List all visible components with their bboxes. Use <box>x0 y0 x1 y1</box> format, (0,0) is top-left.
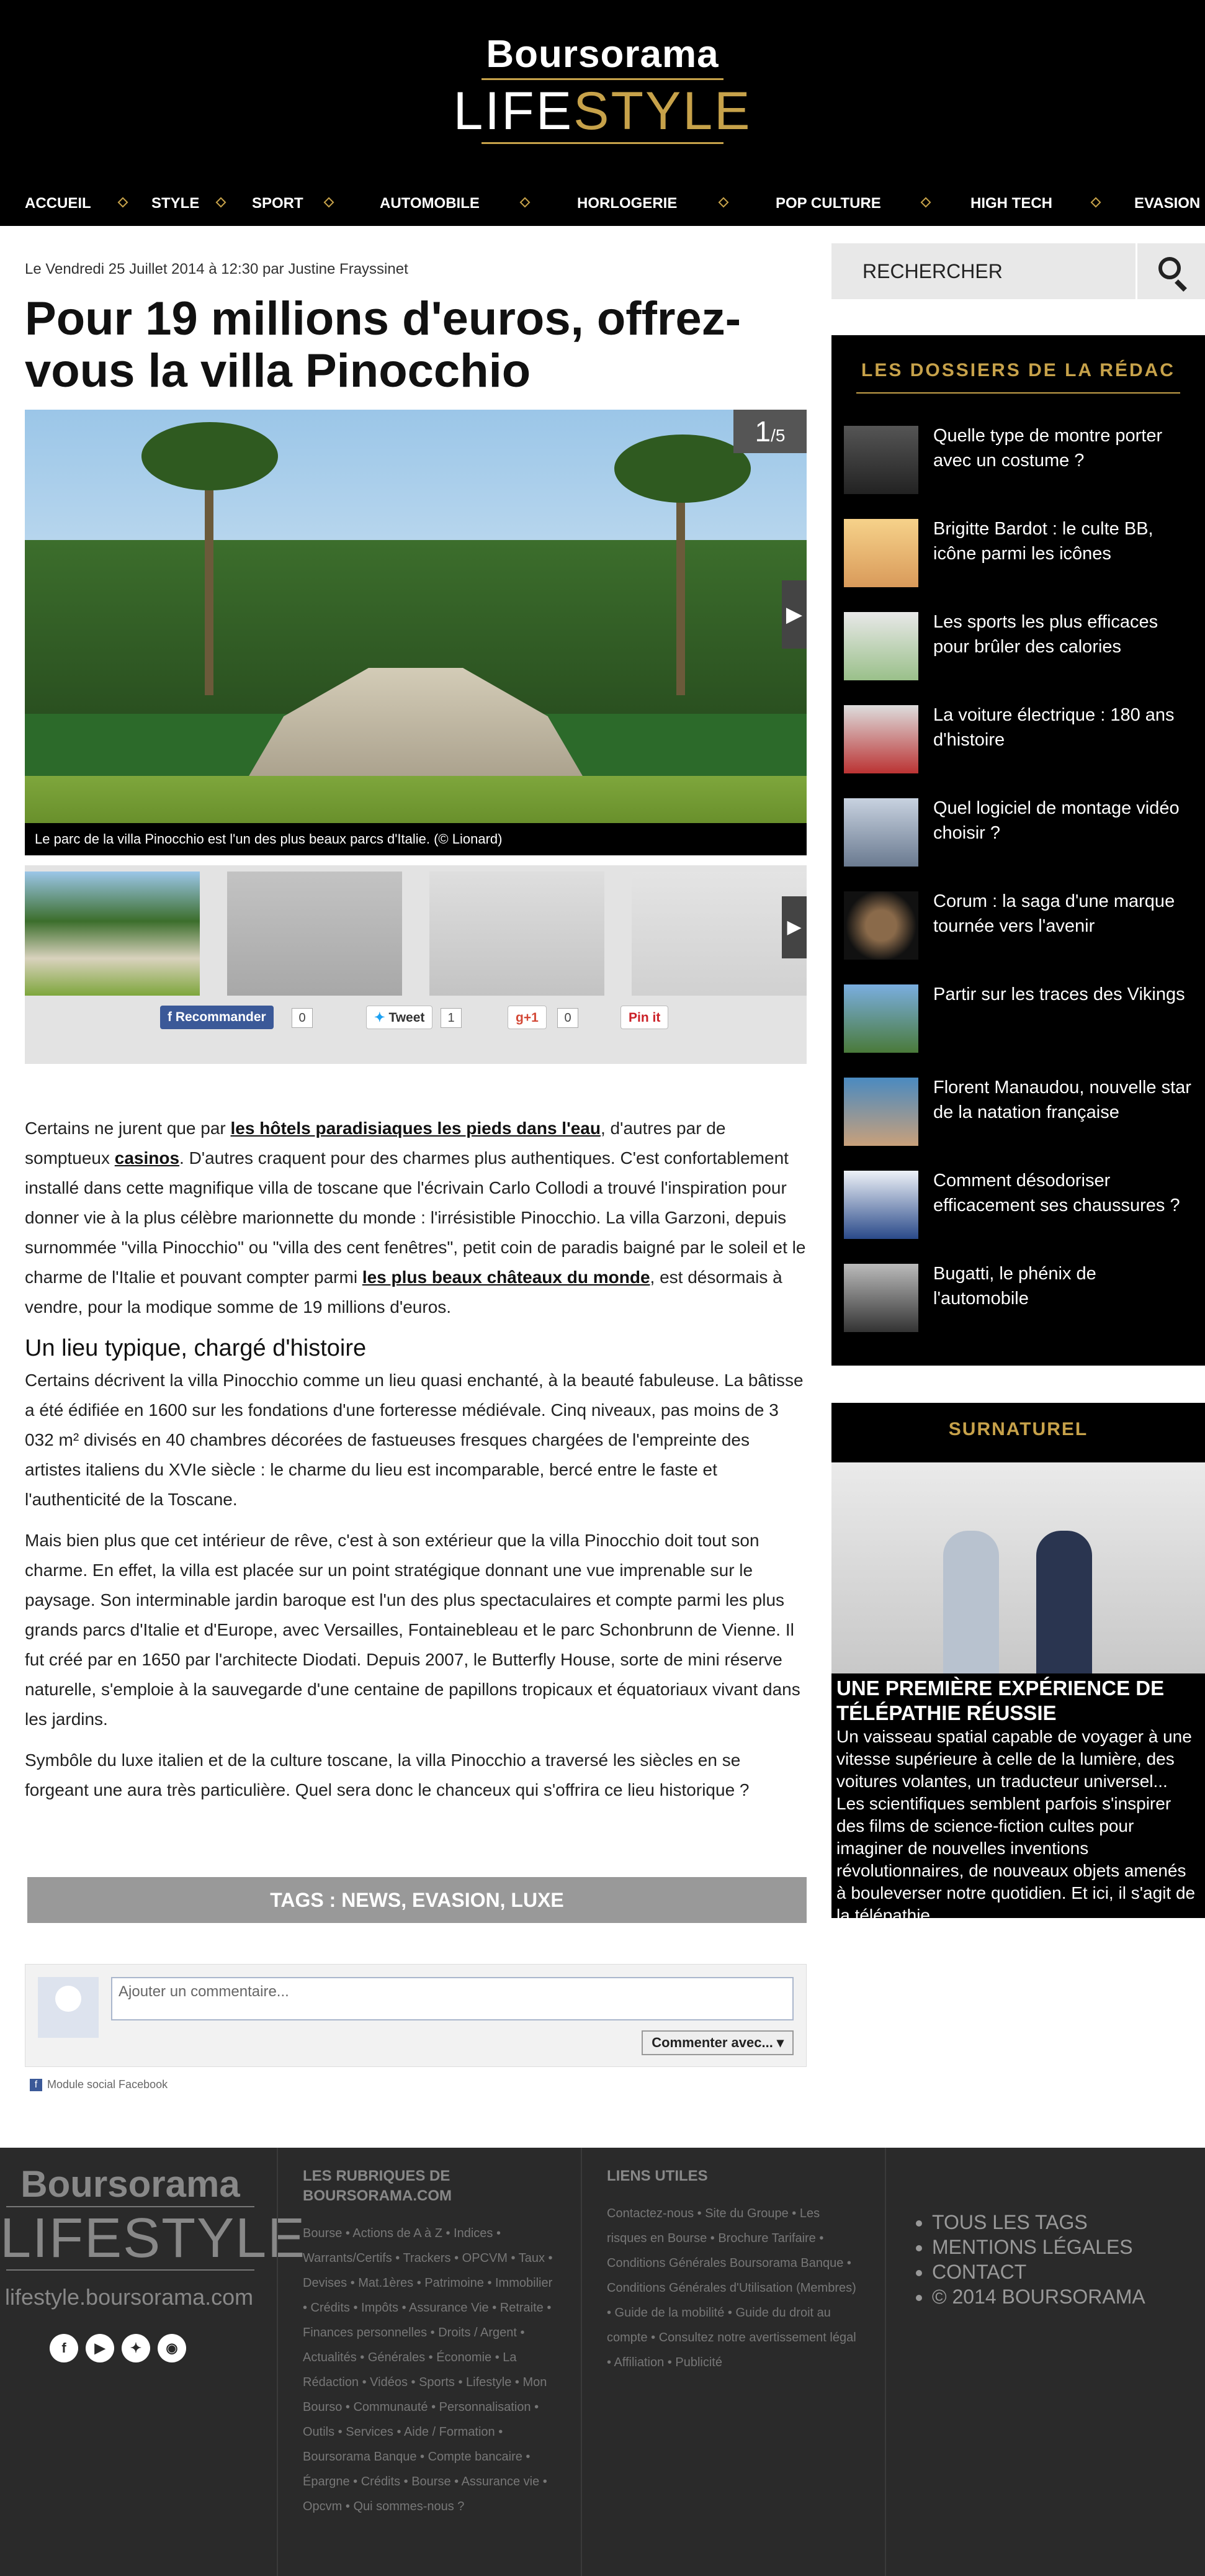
footer-logo[interactable] <box>0 2163 307 2271</box>
dossier-item[interactable] <box>844 1261 1198 1335</box>
dossier-item[interactable] <box>844 889 1198 962</box>
youtube-icon[interactable]: ▶ <box>86 2334 114 2362</box>
section-heading: Un lieu typique, chargé d'histoire <box>25 1335 367 1361</box>
article-body <box>25 1114 807 1816</box>
figure-man <box>1036 1531 1092 1673</box>
comment-box <box>25 1964 807 2067</box>
nav-item-high-tech[interactable]: HIGH TECH <box>970 195 1052 212</box>
footer-site-url[interactable]: lifestyle.boursorama.com <box>5 2284 254 2310</box>
paragraph: Mais bien plus que cet intérieur de rêve, c'est à son extérieur que la villa Pinocchio doit tout son charme. En effet, la villa est placée sur un point stratégique donnant une vue imprenable sur le paysage. Son interminable jardin baroque est l'un des plus spectaculaires et compte parmi les plus grands parcs d'Italie et d'Europe, avec Versailles, Fontainebleau et le parc Schonbrunn de Vienne. Il fut créé par en 1650 par l'architecte Diodati. Depuis 2007, le Butterfly House, sorte de mini réserve naturelle, s'emploie à la sauvegarde d'une centaine de papillons tropicaux et équatoriaux vivant dans les jardins. <box>25 1531 800 1729</box>
nav-separator <box>324 197 334 208</box>
text-run: , est désormais à vendre, pour la modique somme de 19 millions d'euros. <box>25 1268 782 1317</box>
dossier-thumbnail <box>844 705 918 773</box>
dossier-item[interactable] <box>844 516 1198 590</box>
slide-caption: Le parc de la villa Pinocchio est l'un des plus beaux parcs d'Italie. (© Lionard) <box>25 823 807 855</box>
tw-label: Tweet <box>388 1011 425 1025</box>
dossier-item[interactable] <box>844 703 1198 776</box>
text-run: . D'autres craquent pour des charmes plus authentiques. C'est confortablement installé dans cette magnifique villa de toscane que l'écrivain Carlo Collodi a trouvé l'inspiration pour donner vie à la plus célèbre marionnette du monde : l'irrésistible Pinocchio. La villa Garzoni, depuis surnommée "villa Pinocchio" ou "villa des cent fenêtres", petit coin de paradis baigné par le soleil et le charme de l'Italie et pouvant compter parmi <box>25 1148 806 1287</box>
surnaturel-description: Un vaisseau spatial capable de voyager à une vitesse supérieure à celle de la lumière, des voitures volantes, un traducteur universel... Les scientifiques semblent parfois s'inspirer des films de science-fiction cultes pour imaginer de nouvelles inventions révolutionnaires, de nouveaux objets amenés à bouleverser notre quotidien. Et ici, il s'agit de la télépathie. <box>836 1727 1196 1925</box>
site-logo[interactable] <box>0 31 1205 144</box>
thumbnail[interactable] <box>632 871 807 996</box>
slide-current: 1 <box>755 415 771 448</box>
fb-count: 0 <box>292 1008 313 1028</box>
logo-rule-bottom <box>482 142 723 144</box>
search-button[interactable] <box>1136 243 1205 299</box>
link-casinos[interactable]: casinos <box>114 1148 180 1168</box>
site-header <box>0 0 1205 226</box>
dossier-thumbnail <box>844 891 918 960</box>
dossier-label: Comment désodoriser efficacement ses chaussures ? <box>933 1171 1180 1215</box>
thumbnail-strip <box>25 865 807 1064</box>
dossier-thumbnail <box>844 1264 918 1332</box>
footer-logo-bottom: LIFESTYLE <box>0 2207 307 2269</box>
dossier-label: Corum : la saga d'une marque tournée vers l'avenir <box>933 891 1175 936</box>
twitter-icon: ✦ <box>374 1011 389 1025</box>
footer-liens-links[interactable]: Contactez-nous • Site du Groupe • Les risques en Bourse • Brochure Tarifaire • Conditions Générales Boursorama Banque • Conditions Générales d'Utilisation (Membres) • Guide de la mobilité • Guide du droit au compte • Consultez notre avertissement légal • Affiliation • Publicité <box>607 2207 856 2369</box>
photo-slider <box>25 410 807 855</box>
nav-separator <box>1091 197 1101 208</box>
palm-top <box>614 435 751 503</box>
dossier-item[interactable] <box>844 610 1198 683</box>
tweet-button[interactable] <box>366 1006 432 1029</box>
text-run: Certains ne jurent que par <box>25 1119 231 1138</box>
nav-item-style[interactable]: STYLE <box>151 195 200 212</box>
tw-count: 1 <box>441 1008 462 1028</box>
surnaturel-headline: UNE PREMIÈRE EXPÉRIENCE DE TÉLÉPATHIE RÉUSSIE <box>836 1677 1165 1724</box>
link-chateaux[interactable]: les plus beaux châteaux du monde <box>362 1268 650 1287</box>
nav-item-accueil[interactable]: ACCUEIL <box>25 195 91 212</box>
tags-bar[interactable]: TAGS : NEWS, EVASION, LUXE <box>27 1877 807 1923</box>
text-run: , d'autres par de somptueux <box>25 1119 726 1168</box>
footer-bottom-links <box>885 2148 1205 2576</box>
module-label: Module social Facebook <box>47 2078 168 2091</box>
slide-total: /5 <box>771 426 786 445</box>
nav-item-evasion[interactable]: EVASION <box>1134 195 1201 212</box>
facebook-module[interactable] <box>30 2078 168 2091</box>
comment-input[interactable]: Ajouter un commentaire... <box>111 1977 794 2020</box>
thumbnail[interactable] <box>227 871 402 996</box>
dossier-item[interactable] <box>844 1168 1198 1241</box>
logo-style: STYLE <box>573 81 752 141</box>
nav-separator <box>520 197 531 208</box>
paragraph: Certains décrivent la villa Pinocchio comme un lieu quasi enchanté, à la beauté fabuleuse. La bâtisse a été édifiée en 1600 sur les fondations d'une forteresse médiévale. Cinq niveaux, pas moins de 3 032 m² divisés en 40 chambres décorées de fastueuses fresques chargées de l'empreinte des artistes italiens du XVIe siècle : le charme du lieu est incomparable, bercé entre le faste et l'authenticité de la Toscane. <box>25 1371 804 1509</box>
article-byline: Le Vendredi 25 Juillet 2014 à 12:30 par Justine Frayssinet <box>25 261 408 277</box>
logo-bottom-text <box>0 80 1205 142</box>
nav-item-automobile[interactable]: AUTOMOBILE <box>380 195 480 212</box>
thumbnail-next-button[interactable]: ▶ <box>782 896 807 958</box>
paragraph: Symbôle du luxe italien et de la culture toscane, la villa Pinocchio a traversé les siècles en se forgeant une aura très particulière. Quel sera donc le chanceux qui s'offrira ce lieu historique ? <box>25 1750 750 1799</box>
logo-top-text: Boursorama <box>486 33 719 76</box>
slide-next-button[interactable]: ▶ <box>782 580 807 649</box>
facebook-icon: f <box>168 1010 176 1024</box>
search-box <box>831 243 1205 299</box>
footer-logo-top: Boursorama <box>20 2163 240 2205</box>
dossier-thumbnail <box>844 426 918 494</box>
palm-top <box>141 422 278 490</box>
dossier-thumbnail <box>844 612 918 680</box>
footer-link-contact[interactable]: • CONTACT <box>932 2259 1180 2284</box>
dossier-label: Quel logiciel de montage vidéo choisir ? <box>933 798 1180 843</box>
paragraph <box>25 1114 807 1322</box>
figure-woman <box>943 1531 999 1673</box>
chevron-down-icon: ▾ <box>776 2035 784 2050</box>
dossier-label: La voiture électrique : 180 ans d'histoire <box>933 705 1175 750</box>
footer-logo-rule <box>6 2269 254 2271</box>
surnaturel-title: SURNATUREL <box>948 1419 1088 1439</box>
search-input[interactable]: RECHERCHER <box>862 260 1003 282</box>
nav-separator <box>118 197 128 208</box>
dossier-thumbnail <box>844 984 918 1053</box>
main-nav <box>0 186 1205 223</box>
article-title: Pour 19 millions d'euros, offrez-vous la villa Pinocchio <box>25 292 741 397</box>
link-hotels[interactable]: les hôtels paradisiaques les pieds dans l'eau <box>230 1119 601 1138</box>
dossiers-panel <box>831 335 1205 1366</box>
dossier-thumbnail <box>844 798 918 867</box>
surnaturel-panel[interactable] <box>831 1403 1205 1925</box>
twitter-icon[interactable]: ✦ <box>122 2334 150 2362</box>
facebook-recommend-button[interactable] <box>160 1006 274 1029</box>
slide-counter <box>733 410 807 453</box>
comment-with-button[interactable] <box>642 2030 794 2055</box>
dossier-label: Florent Manaudou, nouvelle star de la natation française <box>933 1078 1191 1122</box>
dossier-label: Brigitte Bardot : le culte BB, icône parmi les icônes <box>933 519 1153 564</box>
footer-copyright: • © 2014 BOURSORAMA <box>932 2284 1180 2309</box>
footer-rubriques-title: LES RUBRIQUES DE BOURSORAMA.COM <box>303 2168 452 2204</box>
nav-item-sport[interactable]: SPORT <box>252 195 303 212</box>
rss-icon[interactable]: ◉ <box>158 2334 186 2362</box>
dossier-item[interactable] <box>844 796 1198 869</box>
thumbnail[interactable] <box>429 871 604 996</box>
comment-button-label: Commenter avec... <box>652 2035 773 2050</box>
google-plus-button[interactable]: g+1 <box>508 1006 547 1029</box>
dossier-item[interactable] <box>844 423 1198 497</box>
dossier-thumbnail <box>844 1078 918 1146</box>
footer-liens <box>581 2148 885 2576</box>
footer-link-mentions[interactable]: • MENTIONS LÉGALES <box>932 2235 1180 2259</box>
thumbnail[interactable] <box>25 871 200 996</box>
logo-life: LIFE <box>453 81 574 141</box>
footer-social-icons <box>50 2334 194 2362</box>
dossier-label: Quelle type de montre porter avec un costume ? <box>933 426 1163 471</box>
footer-liens-title: LIENS UTILES <box>607 2168 708 2184</box>
nav-separator <box>719 197 729 208</box>
fb-label: Recommander <box>175 1010 266 1024</box>
facebook-icon[interactable]: f <box>50 2334 78 2362</box>
dossier-thumbnail <box>844 1171 918 1239</box>
dossier-item[interactable] <box>844 982 1198 1055</box>
footer-link-tags[interactable]: • TOUS LES TAGS <box>932 2210 1180 2235</box>
site-footer <box>0 2148 1205 2576</box>
nav-item-pop-culture[interactable]: POP CULTURE <box>776 195 881 212</box>
dossier-label: Bugatti, le phénix de l'automobile <box>933 1264 1096 1308</box>
dossier-label: Les sports les plus efficaces pour brûler des calories <box>933 612 1158 657</box>
dossier-item[interactable] <box>844 1075 1198 1148</box>
pinterest-button[interactable]: Pin it <box>620 1006 668 1029</box>
dossier-label: Partir sur les traces des Vikings <box>933 984 1185 1004</box>
surnaturel-image <box>831 1462 1205 1673</box>
dossier-thumbnail <box>844 519 918 587</box>
dossiers-title: LES DOSSIERS DE LA RÉDAC <box>861 360 1175 381</box>
social-bar <box>25 1006 807 1033</box>
nav-item-horlogerie[interactable]: HORLOGERIE <box>577 195 678 212</box>
dossiers-rule <box>856 392 1180 394</box>
nav-separator <box>921 197 931 208</box>
facebook-icon: f <box>30 2079 42 2091</box>
footer-rubriques-links[interactable]: Bourse • Actions de A à Z • Indices • Warrants/Certifs • Trackers • OPCVM • Taux • Devises • Mat.1ères • Patrimoine • Immobilier • Crédits • Impôts • Assurance Vie • Retraite • Finances personnelles • Droits / Argent • Actualités • Générales • Économie • La Rédaction • Vidéos • Sports • Lifestyle • Mon Bourso • Communauté • Personnalisation • Outils • Services • Aide / Formation • Boursorama Banque • Compte bancaire • Épargne • Crédits • Bourse • Assurance vie • Opcvm • Qui sommes-nous ? <box>303 2227 553 2513</box>
gp-count: 0 <box>557 1008 578 1028</box>
nav-separator <box>216 197 226 208</box>
avatar <box>38 1977 99 2038</box>
footer-rubriques <box>277 2148 581 2576</box>
